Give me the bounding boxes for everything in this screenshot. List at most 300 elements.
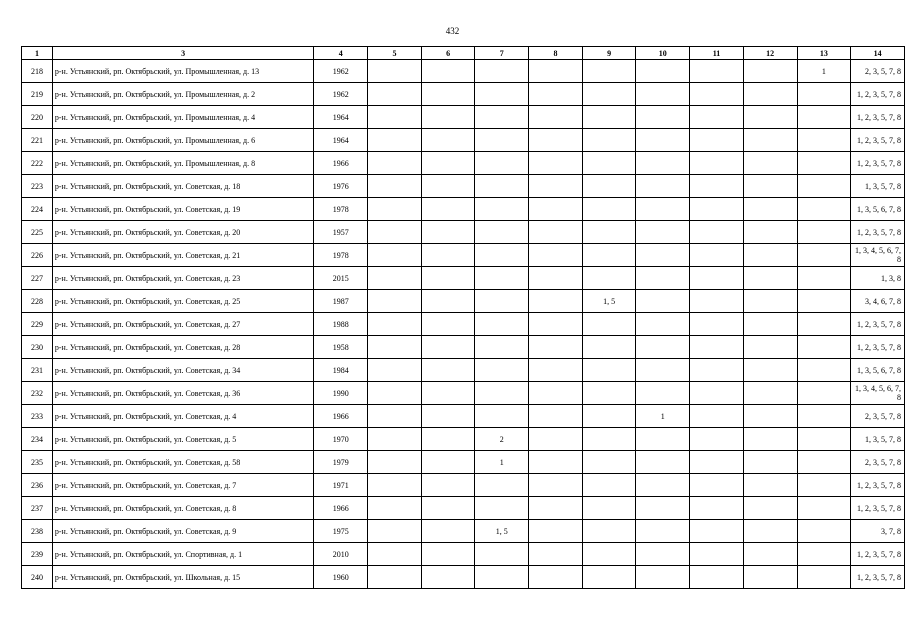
table-cell-c1: 225: [22, 221, 53, 244]
table-cell-c11: [690, 221, 744, 244]
table-cell-c1: 238: [22, 520, 53, 543]
table-cell-c14: 1, 2, 3, 5, 7, 8: [851, 129, 905, 152]
table-cell-c13: [797, 566, 851, 589]
table-cell-c8: [529, 129, 583, 152]
table-cell-c9: [582, 474, 636, 497]
table-cell-c8: [529, 290, 583, 313]
table-row: [22, 428, 905, 451]
table-cell-c12: [743, 405, 797, 428]
table-cell-c12: [743, 244, 797, 267]
column-header: 7: [475, 47, 529, 60]
table-cell-c11: [690, 129, 744, 152]
column-header: 4: [314, 47, 368, 60]
table-cell-c12: [743, 175, 797, 198]
column-header: 1: [22, 47, 53, 60]
table-cell-c1: 222: [22, 152, 53, 175]
table-cell-c14: 1, 2, 3, 5, 7, 8: [851, 336, 905, 359]
table-cell-c3: р-н. Устьянский, рп. Октябрьский, ул. Советская, д. 25: [52, 290, 314, 313]
table-cell-c4: 1966: [314, 152, 368, 175]
table-cell-c9: [582, 221, 636, 244]
table-cell-c11: [690, 497, 744, 520]
table-cell-c8: [529, 267, 583, 290]
column-header: 9: [582, 47, 636, 60]
table-cell-c11: [690, 382, 744, 405]
table-cell-c5: [368, 60, 422, 83]
table-cell-c8: [529, 313, 583, 336]
table-cell-c11: [690, 336, 744, 359]
table-cell-c11: [690, 566, 744, 589]
table-cell-c12: [743, 359, 797, 382]
table-cell-c14: 1, 3, 5, 6, 7, 8: [851, 198, 905, 221]
table-cell-c6: [421, 267, 475, 290]
table-cell-c11: [690, 152, 744, 175]
table-cell-c13: [797, 290, 851, 313]
column-header: 12: [743, 47, 797, 60]
table-cell-c4: 1987: [314, 290, 368, 313]
table-cell-c5: [368, 497, 422, 520]
table-cell-c7: [475, 313, 529, 336]
table-cell-c5: [368, 566, 422, 589]
table-cell-c6: [421, 244, 475, 267]
table-cell-c3: р-н. Устьянский, рп. Октябрьский, ул. Советская, д. 8: [52, 497, 314, 520]
table-cell-c5: [368, 313, 422, 336]
table-cell-c12: [743, 382, 797, 405]
table-cell-c8: [529, 543, 583, 566]
table-cell-c14: 1, 2, 3, 5, 7, 8: [851, 566, 905, 589]
table-cell-c8: [529, 175, 583, 198]
table-cell-c9: [582, 566, 636, 589]
table-cell-c10: [636, 198, 690, 221]
table-cell-c10: [636, 106, 690, 129]
table-cell-c8: [529, 520, 583, 543]
table-cell-c3: р-н. Устьянский, рп. Октябрьский, ул. Советская, д. 36: [52, 382, 314, 405]
table-cell-c13: [797, 152, 851, 175]
table-cell-c5: [368, 152, 422, 175]
table-row: [22, 313, 905, 336]
table-cell-c4: 1978: [314, 244, 368, 267]
table-cell-c14: 1, 2, 3, 5, 7, 8: [851, 474, 905, 497]
table-cell-c11: [690, 175, 744, 198]
table-cell-c3: р-н. Устьянский, рп. Октябрьский, ул. Советская, д. 21: [52, 244, 314, 267]
table-cell-c5: [368, 382, 422, 405]
table-cell-c8: [529, 244, 583, 267]
table-cell-c6: [421, 543, 475, 566]
page-number: 432: [445, 26, 460, 36]
table-cell-c13: [797, 497, 851, 520]
table-row: [22, 566, 905, 589]
table-cell-c12: [743, 313, 797, 336]
table-cell-c1: 224: [22, 198, 53, 221]
table-row: [22, 106, 905, 129]
table-cell-c14: 1, 2, 3, 5, 7, 8: [851, 543, 905, 566]
table-cell-c1: 229: [22, 313, 53, 336]
table-cell-c7: [475, 497, 529, 520]
table-cell-c14: 3, 7, 8: [851, 520, 905, 543]
table-cell-c7: [475, 474, 529, 497]
table-cell-c13: [797, 428, 851, 451]
table-cell-c12: [743, 106, 797, 129]
table-cell-c12: [743, 474, 797, 497]
table-row: [22, 336, 905, 359]
table-cell-c9: [582, 106, 636, 129]
table-cell-c8: [529, 566, 583, 589]
table-cell-c12: [743, 543, 797, 566]
table-cell-c7: [475, 83, 529, 106]
table-row: [22, 221, 905, 244]
table-cell-c7: [475, 221, 529, 244]
table-cell-c4: 1957: [314, 221, 368, 244]
table-cell-c11: [690, 83, 744, 106]
table-cell-c10: [636, 290, 690, 313]
table-cell-c7: [475, 405, 529, 428]
table-cell-c7: [475, 152, 529, 175]
table-cell-c11: [690, 60, 744, 83]
table-cell-c8: [529, 152, 583, 175]
table-cell-c10: [636, 566, 690, 589]
table-cell-c10: [636, 336, 690, 359]
table-row: [22, 290, 905, 313]
table-cell-c1: 240: [22, 566, 53, 589]
table-cell-c6: [421, 474, 475, 497]
table-cell-c3: р-н. Устьянский, рп. Октябрьский, ул. Спортивная, д. 1: [52, 543, 314, 566]
table-row: [22, 474, 905, 497]
table-cell-c6: [421, 428, 475, 451]
column-header: 5: [368, 47, 422, 60]
table-cell-c4: 2010: [314, 543, 368, 566]
table-cell-c7: 1: [475, 451, 529, 474]
table-cell-c13: [797, 520, 851, 543]
table-cell-c9: [582, 382, 636, 405]
table-cell-c8: [529, 497, 583, 520]
table-cell-c11: [690, 428, 744, 451]
table-cell-c7: [475, 175, 529, 198]
table-cell-c12: [743, 520, 797, 543]
table-cell-c6: [421, 83, 475, 106]
table-cell-c6: [421, 221, 475, 244]
table-cell-c1: 220: [22, 106, 53, 129]
table-cell-c5: [368, 428, 422, 451]
table-cell-c14: 2, 3, 5, 7, 8: [851, 451, 905, 474]
table-cell-c5: [368, 106, 422, 129]
table-cell-c4: 1975: [314, 520, 368, 543]
data-table: [21, 46, 905, 589]
table-cell-c8: [529, 106, 583, 129]
table-row: [22, 244, 905, 267]
table-cell-c14: 1, 3, 5, 7, 8: [851, 428, 905, 451]
table-cell-c7: [475, 382, 529, 405]
table-cell-c6: [421, 290, 475, 313]
table-cell-c4: 1966: [314, 405, 368, 428]
table-cell-c14: 1, 3, 5, 7, 8: [851, 175, 905, 198]
table-cell-c3: р-н. Устьянский, рп. Октябрьский, ул. Советская, д. 34: [52, 359, 314, 382]
table-cell-c10: [636, 175, 690, 198]
table-cell-c9: [582, 175, 636, 198]
table-cell-c14: 1, 2, 3, 5, 7, 8: [851, 152, 905, 175]
table-cell-c8: [529, 60, 583, 83]
table-cell-c12: [743, 290, 797, 313]
table-cell-c14: 1, 2, 3, 5, 7, 8: [851, 83, 905, 106]
table-cell-c6: [421, 152, 475, 175]
table-cell-c11: [690, 267, 744, 290]
table-cell-c4: 1960: [314, 566, 368, 589]
table-cell-c14: 1, 3, 5, 6, 7, 8: [851, 359, 905, 382]
table-cell-c11: [690, 290, 744, 313]
table-cell-c7: [475, 336, 529, 359]
table-cell-c5: [368, 221, 422, 244]
table-cell-c9: [582, 60, 636, 83]
table-cell-c13: [797, 313, 851, 336]
table-cell-c11: [690, 313, 744, 336]
table-cell-c14: 1, 3, 4, 5, 6, 7, 8: [851, 382, 905, 405]
table-cell-c7: [475, 244, 529, 267]
table-cell-c3: р-н. Устьянский, рп. Октябрьский, ул. Советская, д. 23: [52, 267, 314, 290]
column-header: 10: [636, 47, 690, 60]
table-cell-c6: [421, 60, 475, 83]
table-cell-c9: 1, 5: [582, 290, 636, 313]
table-cell-c8: [529, 451, 583, 474]
table-cell-c9: [582, 244, 636, 267]
table-cell-c6: [421, 359, 475, 382]
table-cell-c3: р-н. Устьянский, рп. Октябрьский, ул. Школьная, д. 15: [52, 566, 314, 589]
table-cell-c4: 1988: [314, 313, 368, 336]
table-cell-c11: [690, 106, 744, 129]
header-row: [22, 47, 905, 60]
table-cell-c3: р-н. Устьянский, рп. Октябрьский, ул. Промышленная, д. 4: [52, 106, 314, 129]
table-cell-c1: 237: [22, 497, 53, 520]
table-cell-c14: 1, 2, 3, 5, 7, 8: [851, 106, 905, 129]
table-cell-c1: 232: [22, 382, 53, 405]
table-cell-c9: [582, 359, 636, 382]
table-cell-c10: [636, 60, 690, 83]
table-cell-c8: [529, 336, 583, 359]
table-cell-c13: [797, 451, 851, 474]
table-cell-c5: [368, 290, 422, 313]
table-cell-c10: 1: [636, 405, 690, 428]
table-cell-c7: [475, 543, 529, 566]
table-row: [22, 60, 905, 83]
table-cell-c9: [582, 152, 636, 175]
table-cell-c4: 1966: [314, 497, 368, 520]
table-cell-c13: [797, 129, 851, 152]
table-cell-c3: р-н. Устьянский, рп. Октябрьский, ул. Советская, д. 20: [52, 221, 314, 244]
table-cell-c3: р-н. Устьянский, рп. Октябрьский, ул. Промышленная, д. 2: [52, 83, 314, 106]
table-cell-c4: 2015: [314, 267, 368, 290]
table-cell-c9: [582, 129, 636, 152]
table-cell-c10: [636, 244, 690, 267]
table-cell-c7: [475, 267, 529, 290]
table-cell-c14: 1, 2, 3, 5, 7, 8: [851, 497, 905, 520]
table-cell-c12: [743, 267, 797, 290]
table-cell-c7: [475, 129, 529, 152]
table-cell-c10: [636, 152, 690, 175]
table-cell-c4: 1962: [314, 83, 368, 106]
table-cell-c8: [529, 474, 583, 497]
table-row: [22, 198, 905, 221]
table-cell-c3: р-н. Устьянский, рп. Октябрьский, ул. Советская, д. 58: [52, 451, 314, 474]
table-cell-c7: [475, 106, 529, 129]
table-cell-c6: [421, 198, 475, 221]
table-cell-c11: [690, 543, 744, 566]
table-cell-c7: [475, 60, 529, 83]
table-cell-c4: 1964: [314, 106, 368, 129]
table-cell-c8: [529, 359, 583, 382]
table-row: [22, 152, 905, 175]
table-cell-c6: [421, 336, 475, 359]
table-cell-c5: [368, 198, 422, 221]
table-cell-c4: 1984: [314, 359, 368, 382]
table-cell-c5: [368, 83, 422, 106]
table-cell-c1: 235: [22, 451, 53, 474]
table-cell-c3: р-н. Устьянский, рп. Октябрьский, ул. Промышленная, д. 13: [52, 60, 314, 83]
table-cell-c13: [797, 474, 851, 497]
table-cell-c10: [636, 428, 690, 451]
table-cell-c5: [368, 175, 422, 198]
table-cell-c3: р-н. Устьянский, рп. Октябрьский, ул. Советская, д. 27: [52, 313, 314, 336]
table-cell-c1: 236: [22, 474, 53, 497]
table-cell-c9: [582, 405, 636, 428]
table-cell-c5: [368, 405, 422, 428]
table-cell-c9: [582, 543, 636, 566]
column-header: 13: [797, 47, 851, 60]
table-cell-c3: р-н. Устьянский, рп. Октябрьский, ул. Советская, д. 4: [52, 405, 314, 428]
table-cell-c13: 1: [797, 60, 851, 83]
table-body: [22, 60, 905, 589]
table-cell-c10: [636, 543, 690, 566]
table-cell-c10: [636, 520, 690, 543]
table-cell-c13: [797, 336, 851, 359]
table-cell-c12: [743, 60, 797, 83]
table-row: [22, 382, 905, 405]
table-cell-c10: [636, 474, 690, 497]
table-cell-c3: р-н. Устьянский, рп. Октябрьский, ул. Промышленная, д. 8: [52, 152, 314, 175]
table-row: [22, 129, 905, 152]
table-cell-c10: [636, 313, 690, 336]
table-row: [22, 451, 905, 474]
table-cell-c1: 239: [22, 543, 53, 566]
table-cell-c9: [582, 267, 636, 290]
table-cell-c9: [582, 336, 636, 359]
table-cell-c4: 1958: [314, 336, 368, 359]
table-row: [22, 497, 905, 520]
table-cell-c13: [797, 405, 851, 428]
table-cell-c13: [797, 267, 851, 290]
table-cell-c6: [421, 175, 475, 198]
table-cell-c10: [636, 451, 690, 474]
table-cell-c4: 1971: [314, 474, 368, 497]
table-cell-c12: [743, 566, 797, 589]
table-cell-c3: р-н. Устьянский, рп. Октябрьский, ул. Советская, д. 9: [52, 520, 314, 543]
column-header: 6: [421, 47, 475, 60]
table-cell-c13: [797, 175, 851, 198]
table-cell-c7: [475, 198, 529, 221]
table-cell-c14: 1, 2, 3, 5, 7, 8: [851, 313, 905, 336]
table-cell-c5: [368, 267, 422, 290]
table-row: [22, 267, 905, 290]
table-cell-c6: [421, 497, 475, 520]
table-cell-c6: [421, 382, 475, 405]
table-cell-c11: [690, 244, 744, 267]
table-cell-c13: [797, 382, 851, 405]
table-cell-c6: [421, 106, 475, 129]
table-cell-c1: 227: [22, 267, 53, 290]
table-cell-c8: [529, 198, 583, 221]
table-cell-c6: [421, 129, 475, 152]
table-cell-c12: [743, 451, 797, 474]
table-cell-c6: [421, 451, 475, 474]
table-cell-c3: р-н. Устьянский, рп. Октябрьский, ул. Советская, д. 7: [52, 474, 314, 497]
table-cell-c5: [368, 336, 422, 359]
table-cell-c1: 218: [22, 60, 53, 83]
table-cell-c1: 230: [22, 336, 53, 359]
table-cell-c12: [743, 129, 797, 152]
table-cell-c13: [797, 221, 851, 244]
table-cell-c1: 228: [22, 290, 53, 313]
column-header: 11: [690, 47, 744, 60]
table-cell-c14: 2, 3, 5, 7, 8: [851, 405, 905, 428]
table-cell-c7: [475, 290, 529, 313]
table-cell-c7: [475, 566, 529, 589]
table-cell-c3: р-н. Устьянский, рп. Октябрьский, ул. Промышленная, д. 6: [52, 129, 314, 152]
table-cell-c4: 1962: [314, 60, 368, 83]
table-cell-c3: р-н. Устьянский, рп. Октябрьский, ул. Советская, д. 28: [52, 336, 314, 359]
table-cell-c4: 1970: [314, 428, 368, 451]
table-cell-c13: [797, 198, 851, 221]
table-cell-c5: [368, 244, 422, 267]
table-cell-c4: 1990: [314, 382, 368, 405]
table-cell-c5: [368, 520, 422, 543]
table-row: [22, 543, 905, 566]
table-cell-c11: [690, 451, 744, 474]
table-cell-c7: [475, 359, 529, 382]
table-cell-c6: [421, 313, 475, 336]
table-cell-c1: 226: [22, 244, 53, 267]
table-cell-c12: [743, 83, 797, 106]
table-row: [22, 359, 905, 382]
table-cell-c10: [636, 267, 690, 290]
table-cell-c14: 2, 3, 5, 7, 8: [851, 60, 905, 83]
table-cell-c9: [582, 198, 636, 221]
table-cell-c1: 219: [22, 83, 53, 106]
table-cell-c12: [743, 221, 797, 244]
table-cell-c14: 3, 4, 6, 7, 8: [851, 290, 905, 313]
table-cell-c9: [582, 83, 636, 106]
table-cell-c1: 231: [22, 359, 53, 382]
table-cell-c12: [743, 198, 797, 221]
table-cell-c11: [690, 405, 744, 428]
table-cell-c11: [690, 359, 744, 382]
table-cell-c12: [743, 152, 797, 175]
table-cell-c9: [582, 497, 636, 520]
table-cell-c6: [421, 405, 475, 428]
table-cell-c7: 2: [475, 428, 529, 451]
column-header: 8: [529, 47, 583, 60]
table-cell-c9: [582, 451, 636, 474]
table-cell-c4: 1979: [314, 451, 368, 474]
table-cell-c5: [368, 474, 422, 497]
table-row: [22, 83, 905, 106]
table-cell-c6: [421, 566, 475, 589]
table-cell-c10: [636, 129, 690, 152]
table-cell-c5: [368, 129, 422, 152]
table-cell-c5: [368, 359, 422, 382]
table-cell-c4: 1976: [314, 175, 368, 198]
table-cell-c8: [529, 221, 583, 244]
table-cell-c9: [582, 428, 636, 451]
table-cell-c3: р-н. Устьянский, рп. Октябрьский, ул. Советская, д. 19: [52, 198, 314, 221]
table-cell-c13: [797, 106, 851, 129]
table-cell-c9: [582, 313, 636, 336]
table-cell-c12: [743, 497, 797, 520]
